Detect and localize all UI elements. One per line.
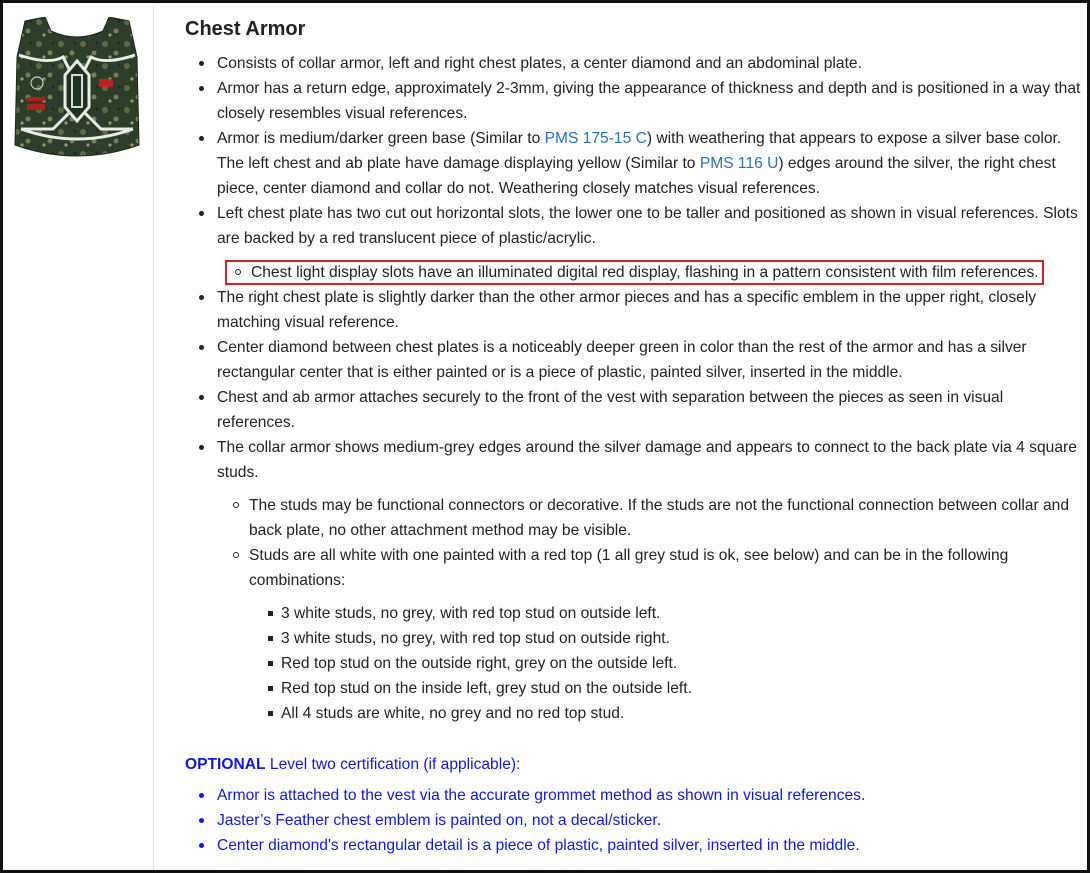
list-item: Consists of collar armor, left and right chest plates, a center diamond and an abdominal plate.	[185, 51, 1085, 76]
studs-sublist	[217, 493, 1085, 726]
list-item: Armor has a return edge, approximately 2-3mm, giving the appearance of thickness and depth and is positioned in a way that closely resembles visual references.	[185, 76, 1085, 126]
column-divider	[153, 6, 154, 873]
list-item: The studs may be functional connectors or decorative. If the studs are not the functional connection between collar and back plate, no other attachment method may be visible.	[217, 493, 1085, 543]
pms-116-link[interactable]: PMS 116 U	[699, 155, 779, 172]
list-item: The right chest plate is slightly darker than the other armor pieces and has a specific emblem in the upper right, closely matching visual reference.	[185, 285, 1085, 335]
list-item: Jaster’s Feather chest emblem is painted on, not a decal/sticker.	[185, 808, 1085, 833]
stud-combinations-list	[249, 601, 1085, 726]
list-item: 3 white studs, no grey, with red top stud on outside right.	[249, 626, 1085, 651]
highlighted-requirement: Chest light display slots have an illuminated digital red display, flashing in a pattern consistent with film references.	[225, 260, 1044, 285]
requirements-list	[185, 51, 1085, 726]
list-item: Red top stud on the outside right, grey on the outside left.	[249, 651, 1085, 676]
optional-list	[185, 783, 1085, 858]
list-item: All 4 studs are white, no grey and no red top stud.	[249, 701, 1085, 726]
list-item: Armor is medium/darker green base (Similar to PMS 175-15 C) with weathering that appears to expose a silver base color. The left chest and ab plate have damage displaying yellow (Similar to PMS 116 U) edges around the silver, the right chest piece, center diamond and collar do not. Weathering closely matches visual references.	[185, 126, 1085, 201]
list-item: The collar armor shows medium-grey edges around the silver damage and appears to connect to the back plate via 4 square studs. The studs may be functional connectors or decorative. If the studs are not the functional connection between collar and back plate, no other attachment method may be visible. Studs are all white with one painted with a red top (1 all grey stud is ok, see below) and can be in the following combinations: 3 white studs, no grey, with red top stud on outside left. 3 white studs, no grey, with red top stud on outside right. Red top stud on the outside right, grey on the outside left. Red top stud on the inside left, grey stud on the outside left. All 4 studs are white, no grey and no red top stud.	[185, 435, 1085, 726]
list-item: Studs are all white with one painted with a red top (1 all grey stud is ok, see below) and can be in the following combinations: 3 white studs, no grey, with red top stud on outside left. 3 white studs, no grey, with red top stud on outside right. Red top stud on the outside right, grey on the outside left. Red top stud on the inside left, grey stud on the outside left. All 4 studs are white, no grey and no red top stud.	[217, 543, 1085, 726]
list-item: Left chest plate has two cut out horizontal slots, the lower one to be taller and positioned as shown in visual references. Slots are backed by a red translucent piece of plastic/acrylic. Chest light display slots have an illuminated digital red display, flashing in a pattern consistent with film references.	[185, 201, 1085, 285]
list-item: Center diamond between chest plates is a noticeably deeper green in color than the rest of the armor and has a silver rectangular center that is either painted or is a piece of plastic, painted silver, inserted in the middle.	[185, 335, 1085, 385]
content-section	[185, 15, 1085, 858]
list-item: 3 white studs, no grey, with red top stud on outside left.	[249, 601, 1085, 626]
list-item: Red top stud on the inside left, grey stud on the outside left.	[249, 676, 1085, 701]
optional-heading: OPTIONAL Level two certification (if applicable):	[185, 756, 521, 773]
pms-175-link[interactable]: PMS 175-15 C	[544, 130, 647, 147]
chest-armor-image	[13, 17, 141, 163]
list-item: Center diamond's rectangular detail is a piece of plastic, painted silver, inserted in the middle.	[185, 833, 1085, 858]
list-item: Armor is attached to the vest via the accurate grommet method as shown in visual references.	[185, 783, 1085, 808]
optional-label: OPTIONAL	[185, 756, 266, 773]
section-title: Chest Armor	[185, 18, 306, 40]
list-item: Chest and ab armor attaches securely to the front of the vest with separation between the pieces as seen in visual references.	[185, 385, 1085, 435]
